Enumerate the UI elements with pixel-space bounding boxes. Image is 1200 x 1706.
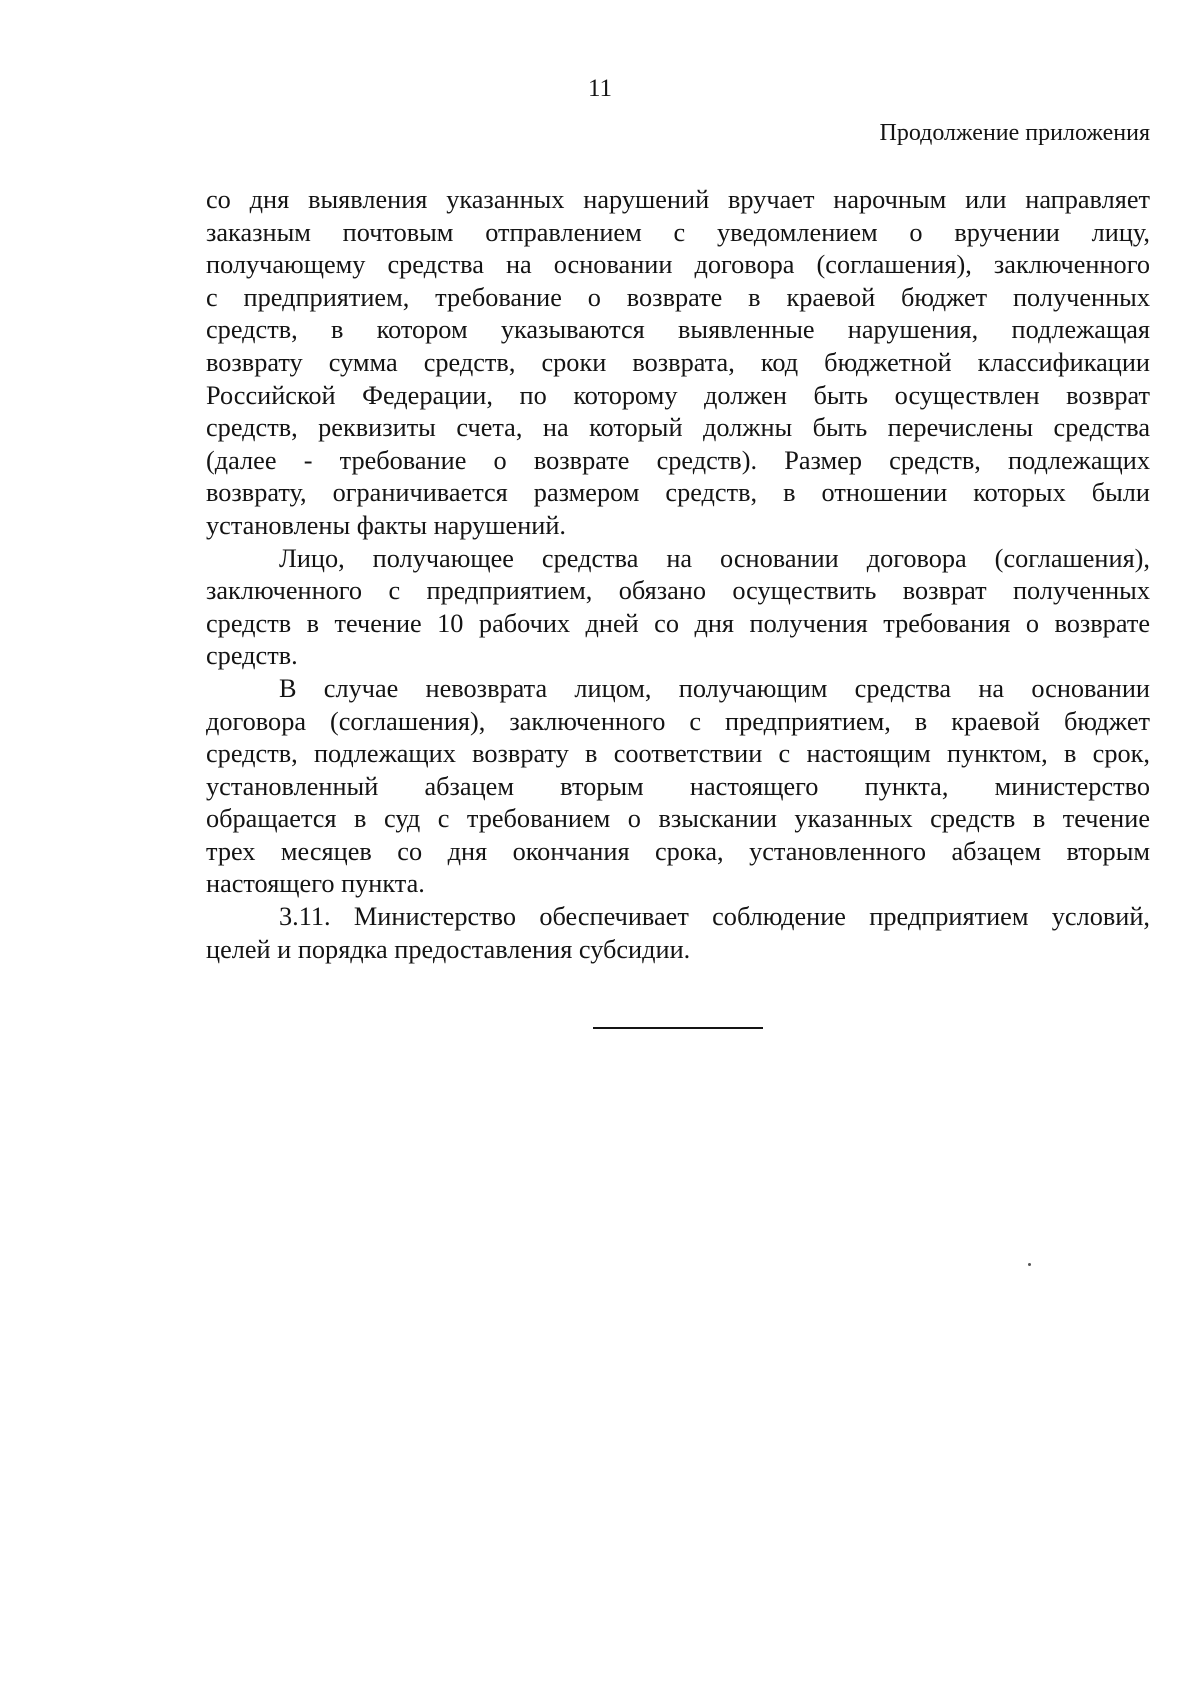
text-line: возврату, ограничивается размером средств, в отношении которых были xyxy=(206,478,1150,508)
continuation-note: Продолжение приложения xyxy=(879,120,1150,146)
page-number: 11 xyxy=(587,75,613,102)
text-line: средств. xyxy=(206,641,298,671)
document-body xyxy=(206,184,1150,966)
text-line: средств, подлежащих возврату в соответствии с настоящим пунктом, в срок, xyxy=(206,739,1150,769)
end-of-text-rule xyxy=(593,1027,763,1029)
text-line: целей и порядка предоставления субсидии. xyxy=(206,934,691,964)
text-line: возврату сумма средств, сроки возврата, код бюджетной классификации xyxy=(206,347,1150,377)
text-line: установлены факты нарушений. xyxy=(206,510,566,540)
text-line: (далее - требование о возврате средств). Размер средств, подлежащих xyxy=(206,445,1150,475)
text-line: установленный абзацем вторым настоящего пункта, министерство xyxy=(206,771,1150,801)
text-line: получающему средства на основании договора (соглашения), заключенного xyxy=(206,250,1150,280)
text-line: Российской Федерации, по которому должен быть осуществлен возврат xyxy=(206,380,1150,410)
paragraph-3-11 xyxy=(206,901,1150,966)
text-line: с предприятием, требование о возврате в краевой бюджет полученных xyxy=(206,282,1150,312)
text-line: трех месяцев со дня окончания срока, установленного абзацем вторым xyxy=(206,836,1150,866)
scan-artifact-dot xyxy=(1028,1263,1031,1266)
text-line: средств, в котором указываются выявленные нарушения, подлежащая xyxy=(206,315,1150,345)
paragraph-3 xyxy=(206,673,1150,901)
text-line: со дня выявления указанных нарушений вручает нарочным или направляет xyxy=(206,185,1150,214)
text-line: заключенного с предприятием, обязано осуществить возврат полученных xyxy=(206,576,1150,606)
text-line: средств, реквизиты счета, на который должны быть перечислены средства xyxy=(206,413,1150,443)
text-line: настоящего пункта. xyxy=(206,869,425,899)
text-line: договора (соглашения), заключенного с предприятием, в краевой бюджет xyxy=(206,706,1150,736)
text-line: В случае невозврата лицом, получающим средства на основании xyxy=(279,673,1150,703)
text-line: средств в течение 10 рабочих дней со дня получения требования о возврате xyxy=(206,608,1150,638)
text-line: 3.11. Министерство обеспечивает соблюдение предприятием условий, xyxy=(279,902,1150,932)
text-line: Лицо, получающее средства на основании договора (соглашения), xyxy=(279,543,1150,573)
paragraph-1 xyxy=(206,184,1150,543)
paragraph-2 xyxy=(206,543,1150,673)
text-line: заказным почтовым отправлением с уведомлением о вручении лицу, xyxy=(206,217,1150,247)
text-line: обращается в суд с требованием о взыскании указанных средств в течение xyxy=(206,804,1150,834)
